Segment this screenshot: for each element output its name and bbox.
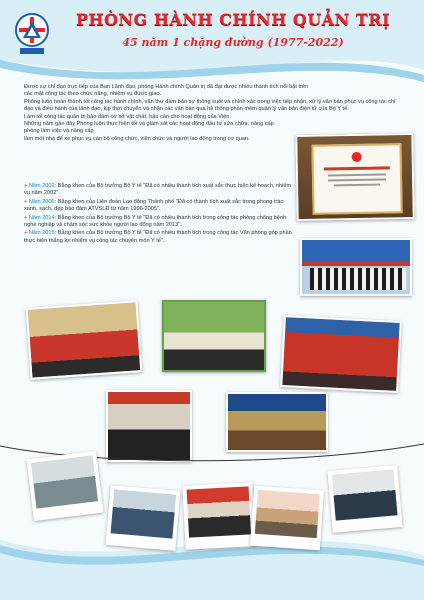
award-item: + Năm 2014: Bằng khen của Bộ trưởng Bộ Y tế "Đã có nhiều thành tích trong công tác phòng chống bệnh nghề nghiệp và chăm sóc sức khỏe người lao động năm 2013". <box>24 214 287 229</box>
awards-list <box>24 183 292 246</box>
group-photo-stage <box>300 238 412 296</box>
intro-paragraph: làm mới nhà để xe phục vụ cán bộ công chức, viên chức và người lao động trong cơ quan. <box>24 135 250 142</box>
institute-logo <box>14 12 50 56</box>
award-text: : Bằng khen của Bộ trưởng Bộ Y tế "Đã có nhiều thành tích trong công tác Văn phòng góp phần thực hiện thắng lợi nhiệm vụ công tác chuyên môn Y tế". <box>24 230 292 244</box>
certificate-photo <box>295 133 414 221</box>
group-photo-red-shirts <box>26 300 143 380</box>
award-item: + Năm 2006: Bằng khen của Liên đoàn Lao động Thành phố "Đã có thành tích xuất sắc trong phong trào xanh, sạch, đẹp bảo đảm ATVSLĐ từ năm 1996-2005". <box>24 198 284 213</box>
award-text: : Bằng khen của Bộ trưởng Bộ Y tế "Đã có nhiều thành tích xuất sắc thực hiện kế hoạch, nhiệm vụ năm 2002". <box>24 183 292 197</box>
intro-paragraph: Làm tốt công tác quản trị bảo đảm cơ sở vật chất, hậu cần cho hoạt động của Viện. <box>24 113 231 120</box>
group-photo-banner <box>280 315 402 393</box>
award-year: Năm 2006 <box>28 198 55 205</box>
award-year: Năm 2014 <box>28 214 55 221</box>
award-item: + Năm 2015: Bằng khen của Bộ trưởng Bộ Y tế "Đã có nhiều thành tích trong công tác Văn phòng góp phần thực hiện thắng lợi nhiệm vụ công tác chuyên môn Y tế". <box>24 230 292 244</box>
group-photo-garden <box>162 300 266 372</box>
award-item: + Năm 2002: Bằng khen của Bộ trưởng Bộ Y tế "Đã có nhiều thành tích xuất sắc thực hiện kế hoạch, nhiệm vụ năm 2002". <box>24 183 292 197</box>
award-year: Năm 2002 <box>28 183 55 189</box>
polaroid-photo-flowers <box>250 486 324 551</box>
intro-paragraph: Được sự chỉ đạo trực tiếp của Ban Lãnh đạo, phòng Hành chính Quản trị đã đạt được nhiều thành tích nổi bật trên các mặt công tác theo chức năng, nhiệm vụ được giao. <box>24 84 309 98</box>
polaroid-photo-meeting <box>106 485 181 551</box>
polaroid-photo-reception <box>327 465 402 533</box>
page-subtitle: 45 năm 1 chặng đường (1977-2022) <box>122 36 344 49</box>
award-text: : Bằng khen của Bộ trưởng Bộ Y tế "Đã có nhiều thành tích trong công tác phòng chống bệnh nghề nghiệp và chăm sóc sức khỏe người lao động năm 2013". <box>24 214 287 229</box>
award-text: : Bằng khen của Liên đoàn Lao động Thành phố "Đã có thành tích xuất sắc trong phong trào xanh, sạch, đẹp bảo đảm ATVSLĐ từ năm 1996-2005". <box>24 198 284 213</box>
polaroid-photo-office <box>26 451 103 521</box>
award-year: Năm 2015 <box>28 230 55 237</box>
page-title: PHÒNG HÀNH CHÍNH QUẢN TRỊ <box>75 10 391 29</box>
intro-paragraph: Phòng luôn hoàn thành tốt công tác hành chính, văn thư đảm bảo sự thông suốt và chính xác trong việc tiếp nhận, xử lý văn bản phục vụ công tác chỉ đạo và điều hành của lãnh đạo, kịp thời chuyển và nhận các văn bản qua hệ thống phần mềm quản lý văn bản điện tử của Bộ Y tế. <box>24 98 396 113</box>
polaroid-photo-team <box>182 482 255 550</box>
intro-paragraph: Những năm gần đây Phòng luôn thực hiện tốt và giám sát các hoạt động đầu tư sửa chữa, nâng cấp phòng làm việc và nâng cấp <box>24 121 274 135</box>
